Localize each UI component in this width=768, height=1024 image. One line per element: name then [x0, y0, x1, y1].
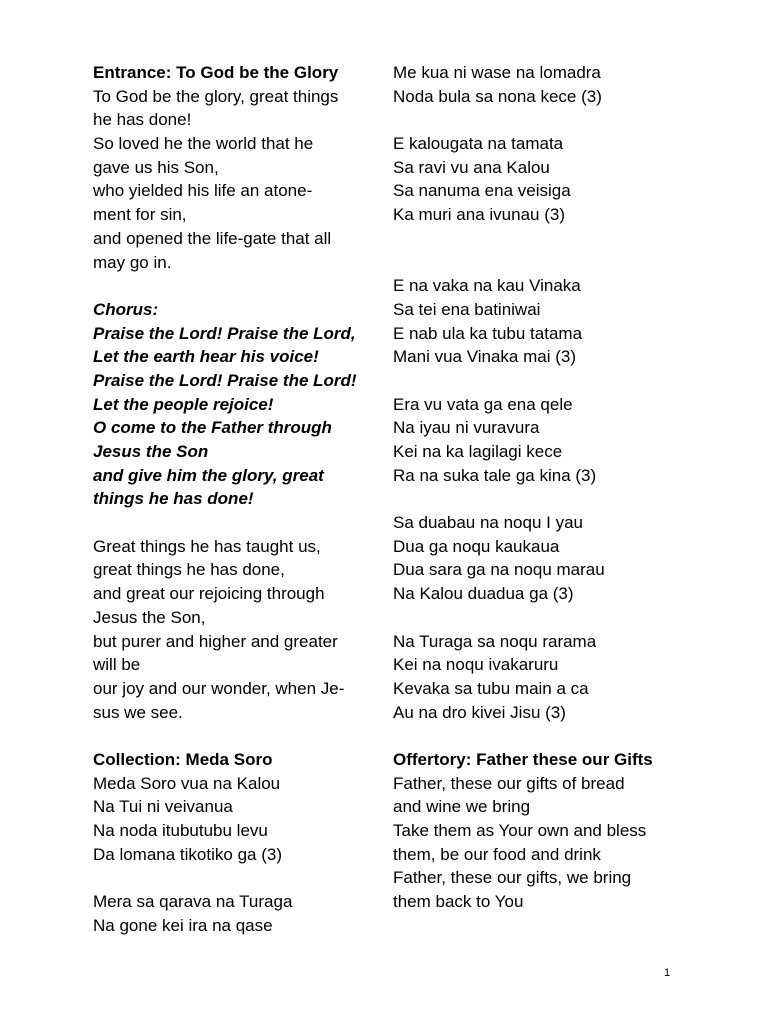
spacer — [93, 511, 383, 535]
chorus-line: Let the people rejoice! — [93, 394, 274, 414]
chorus-line: Let the earth hear his voice! — [93, 347, 319, 367]
collection-line: Da lomana tikotiko ga (3) — [93, 844, 282, 864]
right-column — [393, 61, 683, 914]
hymn-line: Sa nanuma ena veisiga — [393, 181, 571, 201]
entrance-line: he has done! — [93, 110, 192, 130]
hymn-line: E kalougata na tamata — [393, 134, 564, 154]
hymn-line: Sa ravi vu ana Kalou — [393, 157, 550, 177]
verse2-line: will be — [93, 655, 141, 675]
spacer — [393, 724, 683, 748]
offertory-line: Take them as Your own and bless — [393, 821, 647, 840]
verse2-line: sus we see. — [93, 702, 183, 722]
hymn-line: Na Kalou duadua ga (3) — [393, 584, 574, 604]
verse2-line: and great our rejoicing through — [93, 584, 325, 604]
hymn-line: Mani vua Vinaka mai (3) — [393, 347, 576, 367]
collection-title: Collection: Meda Soro — [93, 749, 273, 769]
verse2-line: great things he has done, — [93, 560, 285, 580]
offertory-line: them back to You — [393, 892, 524, 912]
hymn-line: Au na dro kivei Jisu (3) — [393, 702, 566, 722]
spacer — [393, 606, 683, 630]
chorus-label: Chorus: — [93, 299, 159, 319]
entrance-line: ment for sin, — [93, 205, 187, 225]
spacer — [93, 866, 383, 890]
offertory-line: and wine we bring — [393, 797, 531, 817]
hymn-line: Kevaka sa tubu main a ca — [393, 678, 589, 698]
hymn-line: Noda bula sa nona kece (3) — [393, 86, 602, 106]
chorus-line: Praise the Lord! Praise the Lord! — [93, 370, 357, 390]
hymn-line: Sa duabau na noqu I yau — [393, 513, 583, 533]
hymn-line: Na iyau ni vuravura — [393, 418, 540, 438]
offertory-line: Father, these our gifts of bread — [393, 773, 625, 793]
verse2-line: Jesus the Son, — [93, 607, 206, 627]
hymn-line: Dua sara ga na noqu marau — [393, 560, 605, 580]
hymn-line: Era vu vata ga ena qele — [393, 394, 573, 414]
offertory-title: Offertory: Father these our Gifts — [393, 749, 653, 769]
offertory-line: Father, these our gifts, we bring — [393, 868, 632, 888]
hymn-line: Na Turaga sa noqu rarama — [393, 631, 597, 651]
entrance-line: and opened the life-gate that all — [93, 228, 332, 248]
spacer — [393, 227, 683, 251]
collection-line: Na Tui ni veivanua — [93, 797, 233, 817]
entrance-line: To God be the glory, great things — [93, 86, 339, 106]
chorus-line: and give him the glory, great — [93, 465, 324, 485]
hymn-line: E nab ula ka tubu tatama — [393, 323, 583, 343]
chorus-line: Jesus the Son — [93, 442, 209, 461]
entrance-line: may go in. — [93, 252, 172, 272]
entrance-title: Entrance: To God be the Glory — [93, 63, 339, 82]
hymn-line: Ka muri ana ivunau (3) — [393, 205, 565, 225]
spacer — [393, 251, 683, 275]
entrance-line: gave us his Son, — [93, 157, 219, 177]
hymn-line: Kei na noqu ivakaruru — [393, 655, 559, 675]
hymn-line: Me kua ni wase na lomadra — [393, 63, 601, 82]
chorus-line: O come to the Father through — [93, 418, 332, 438]
collection-line: Mera sa qarava na Turaga — [93, 892, 293, 912]
hymn-line: Kei na ka lagilagi kece — [393, 442, 563, 461]
page-number: 1 — [664, 967, 671, 979]
collection-line: Meda Soro vua na Kalou — [93, 773, 281, 793]
offertory-line: them, be our food and drink — [393, 844, 601, 864]
spacer — [393, 487, 683, 511]
chorus-line: Praise the Lord! Praise the Lord, — [93, 323, 356, 343]
collection-line: Na gone kei ira na qase — [93, 915, 273, 935]
verse2-line: our joy and our wonder, when Je- — [93, 678, 345, 698]
entrance-line: So loved he the world that he — [93, 134, 314, 154]
spacer — [393, 369, 683, 393]
spacer — [393, 108, 683, 132]
left-column — [93, 61, 383, 937]
verse2-line: but purer and higher and greater — [93, 631, 338, 651]
hymn-line: Sa tei ena batiniwai — [393, 299, 541, 319]
spacer — [93, 724, 383, 748]
chorus-line: things he has done! — [93, 489, 254, 509]
hymn-line: Ra na suka tale ga kina (3) — [393, 465, 597, 485]
verse2-line: Great things he has taught us, — [93, 536, 321, 556]
entrance-line: who yielded his life an atone- — [93, 181, 313, 201]
hymn-line: E na vaka na kau Vinaka — [393, 276, 581, 296]
spacer — [93, 274, 383, 298]
hymn-line: Dua ga noqu kaukaua — [393, 536, 560, 556]
collection-line: Na noda itubutubu levu — [93, 821, 268, 840]
